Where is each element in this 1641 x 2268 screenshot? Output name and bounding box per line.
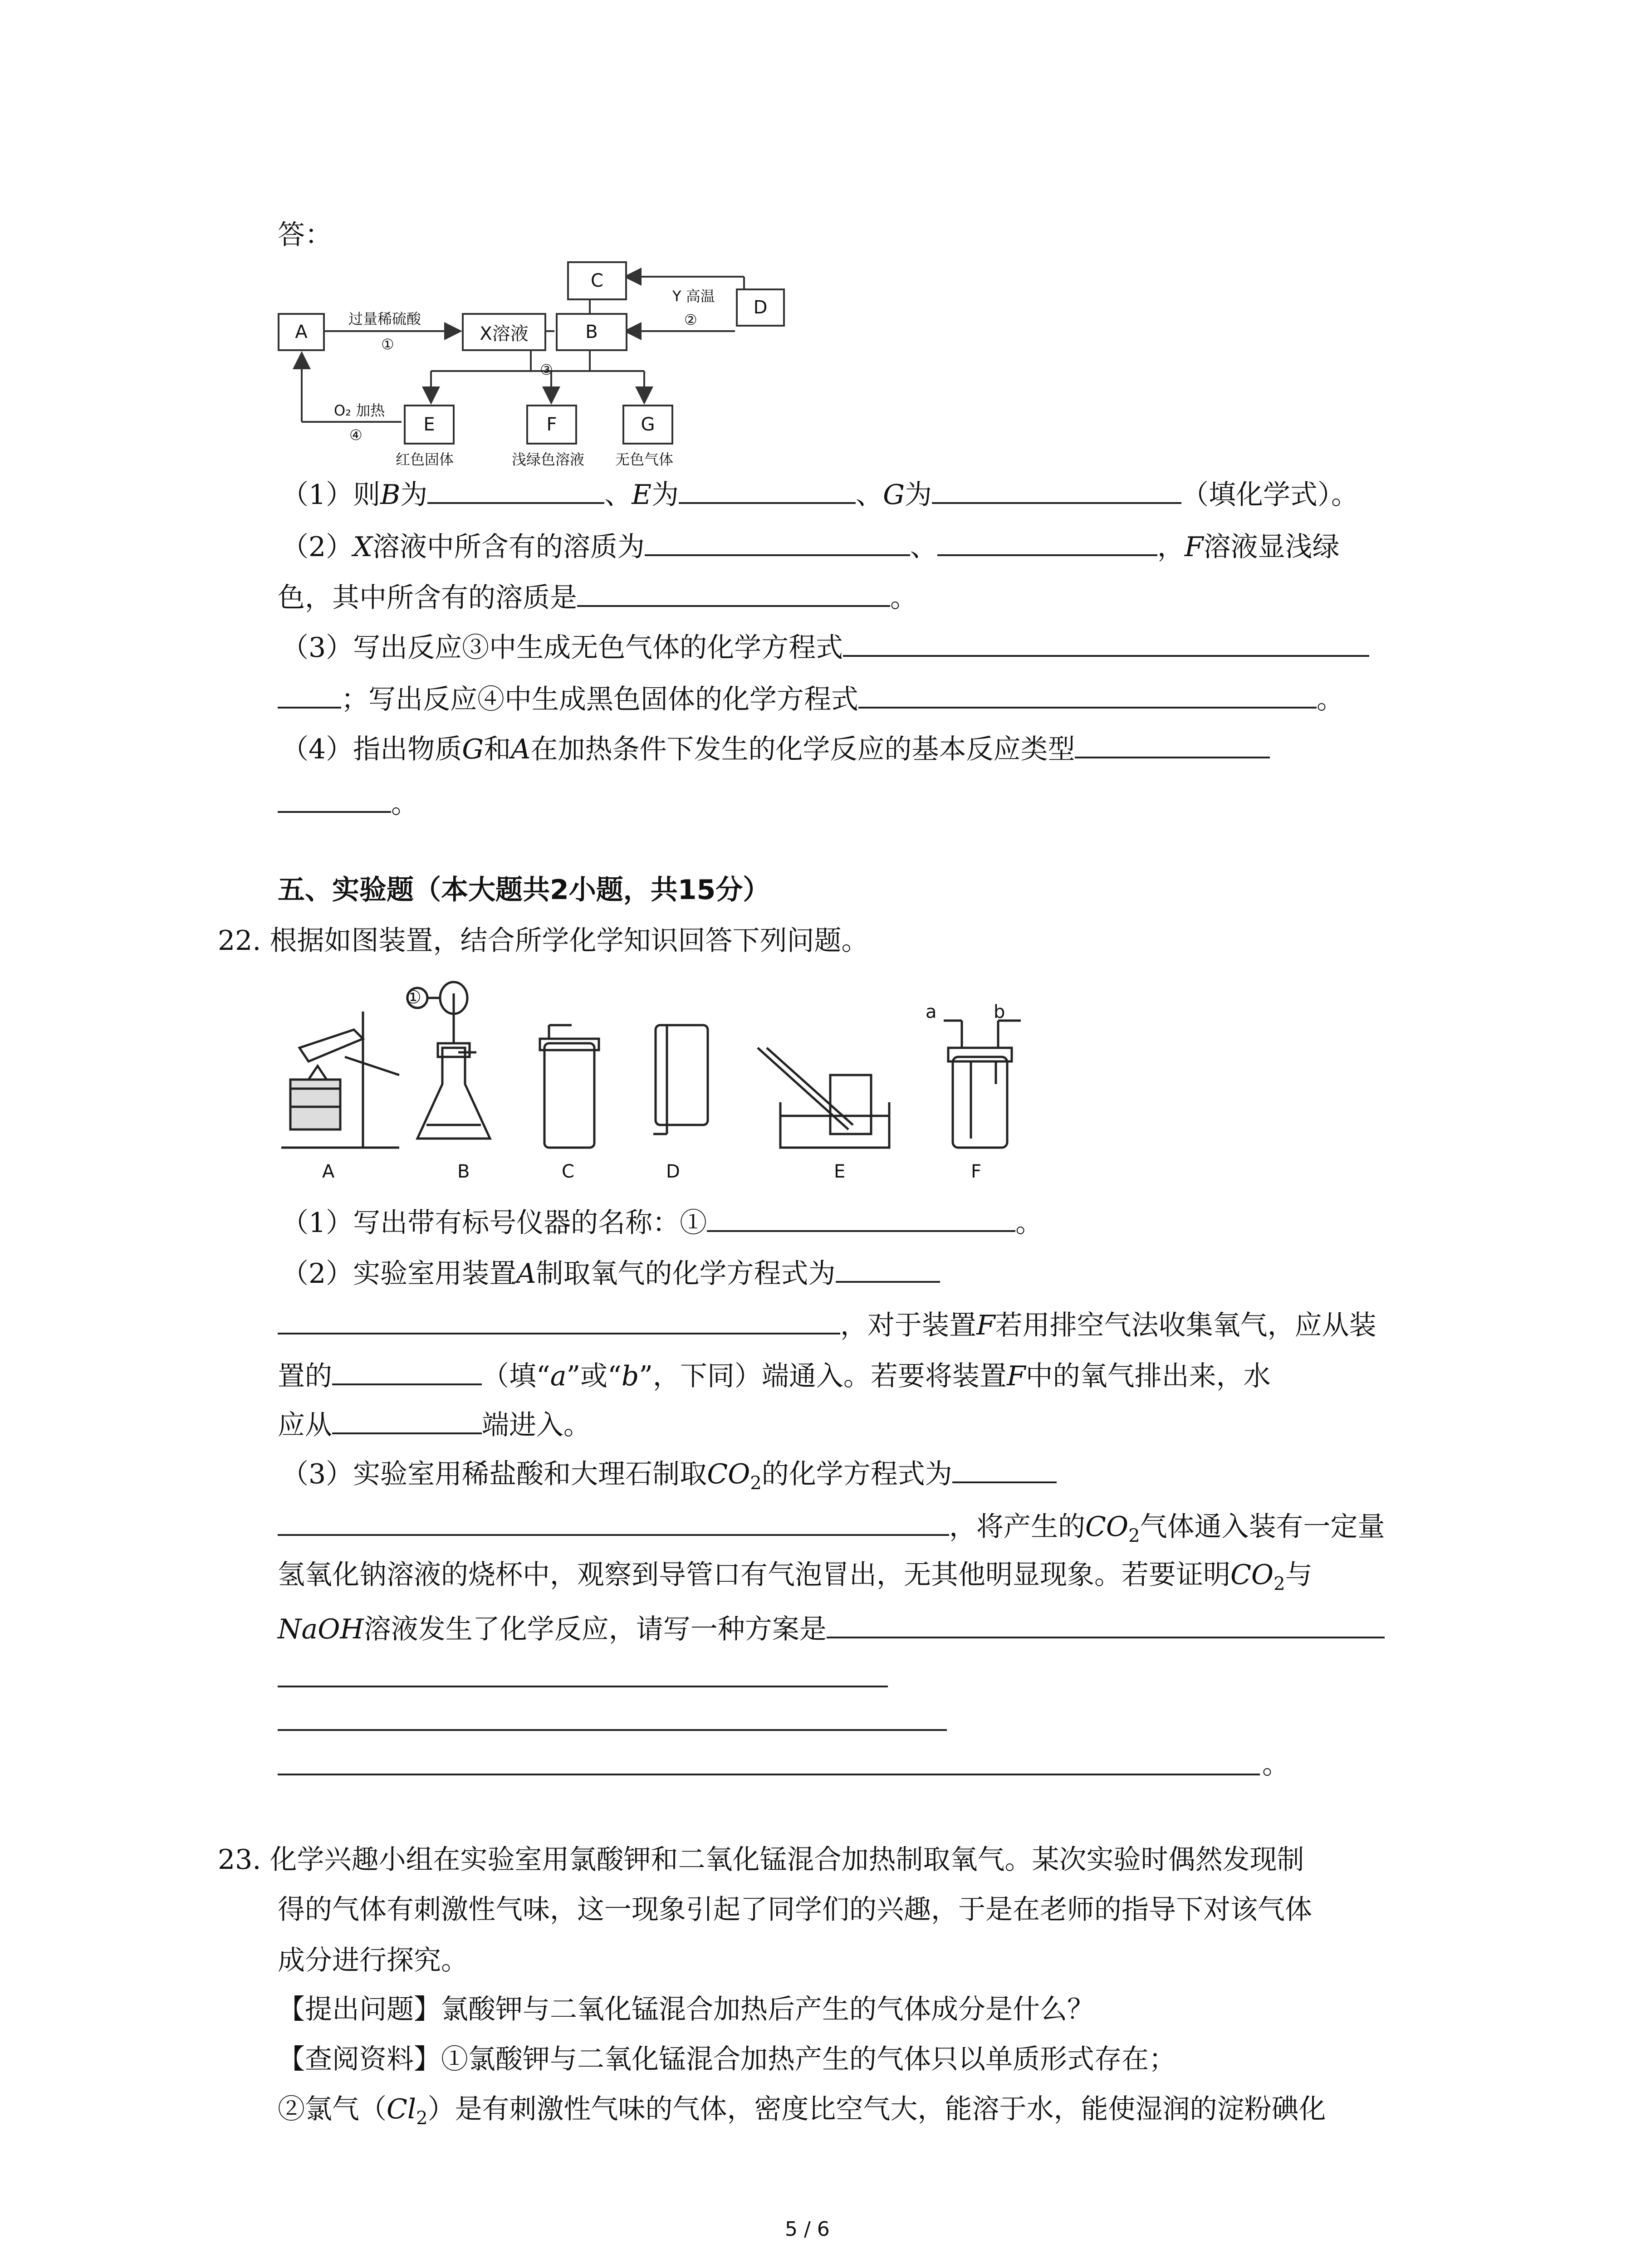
answer-line-1 [278,1686,888,1687]
q22-part3-line4: NaOH溶液发生了化学反应，请写一种方案是 [278,1608,1385,1647]
apparatus-label-e: E [834,1161,846,1182]
q23-line2: 得的气体有刺激性气味，这一现象引起了同学们的兴趣，于是在老师的指导下对该气体 [278,1894,1312,1926]
q23-line5: 【查阅资料】①氯酸钾与二氧化锰混合加热产生的气体只以单质形式存在； [278,2043,1176,2075]
apparatus-label-d: D [666,1161,680,1182]
edge-label-4: ④ [349,426,362,444]
caption-colorless-gas: 无色气体 [615,451,674,468]
q21-part3-cont: ；写出反应④中生成黑色固体的化学方程式 。 [278,679,1344,718]
node-d: D [736,288,785,327]
q22-part3-line2: ，将产生的$CO_2$气体通入装有一定量 [278,1506,1385,1554]
answer-line-3 [278,1774,1260,1775]
edge-label-y-high-temp: Y 高温 [672,288,715,305]
node-f: F [526,405,577,445]
q22-part2-line3: 置的 （填“a”或“b”，下同）端通入。若要将装置F中的氧气排出来，水 [278,1355,1271,1394]
q23-line1: 23. 化学兴趣小组在实验室用氯酸钾和二氧化锰混合加热制取氧气。某次实验时偶然发现制 [218,1844,1304,1876]
q22-part3-end: 。 [1262,1749,1289,1780]
apparatus-label-a: A [322,1161,335,1182]
q21-part2: （2）X溶液中所含有的溶质为 、 ，F溶液显浅绿 [281,526,1340,565]
answer-line-2 [278,1729,947,1731]
apparatus-mark-1: ① [405,987,421,1008]
node-g: G [622,405,673,445]
q21-part4: （4）指出物质G和A在加热条件下发生的化学反应的基本反应类型 [281,728,1270,767]
q23-line4: 【提出问题】氯酸钾与二氧化锰混合加热后产生的气体成分是什么？ [278,1994,1094,2025]
node-e: E [404,405,455,445]
edge-label-1: ① [381,336,394,353]
caption-light-green-solution: 浅绿色溶液 [512,451,585,468]
section-5-title: 五、实验题（本大题共2小题，共15分） [278,874,770,906]
q22-stem: 22. 根据如图装置，结合所学化学知识回答下列问题。 [218,925,869,957]
node-a: A [278,313,325,351]
q22-part3-line3: 氢氧化钠溶液的烧杯中，观察到导管口有气泡冒出，无其他明显现象。若要证明$CO_2$与 [278,1559,1313,1594]
node-b: B [556,313,627,351]
apparatus-drawing [0,975,1641,1211]
edge-label-2: ② [684,311,697,328]
apparatus-label-c: C [562,1161,574,1182]
q22-part2-line2: ，对于装置F若用排空气法收集氧气，应从装 [278,1305,1376,1344]
edge-label-3: ③ [540,361,553,378]
edge-label-dilute-sulfuric-acid: 过量稀硫酸 [348,310,421,327]
answer-label: 答： [278,219,332,251]
node-c: C [567,261,627,300]
q22-part1: （1）写出带有标号仪器的名称：① 。 [281,1202,1043,1241]
edge-label-o2-heat: O₂ 加热 [334,402,385,419]
q23-line3: 成分进行探究。 [278,1945,468,1976]
q23-line6: ②氯气$(Cl_2)$是有刺激性气味的气体，密度比空气大，能溶于水，能使湿润的淀粉碘化 [278,2093,1326,2129]
node-x-solution: X溶液 [462,313,546,351]
q21-part2-cont: 色，其中所含有的溶质是 。 [278,577,917,616]
q22-part3: （3）实验室用稀盐酸和大理石制取$CO_2$的化学方程式为 [281,1453,1057,1501]
q21-part4-cont: 。 [278,783,418,822]
caption-red-solid: 红色固体 [396,451,454,468]
q21-part3: （3）写出反应③中生成无色气体的化学方程式 [281,627,1369,666]
q22-part2: （2）实验室用装置A制取氧气的化学方程式为 [281,1253,940,1292]
apparatus-mark-a: a [926,1002,937,1022]
apparatus-label-b: B [457,1161,470,1182]
apparatus-label-f: F [971,1161,982,1182]
q21-part1: （1）则B为 、E为 、G为 （填化学式）。 [281,474,1358,513]
apparatus-mark-b: b [994,1002,1005,1022]
page-number: 5 / 6 [785,2218,830,2241]
q22-part2-line4: 应从 端进入。 [278,1404,591,1443]
